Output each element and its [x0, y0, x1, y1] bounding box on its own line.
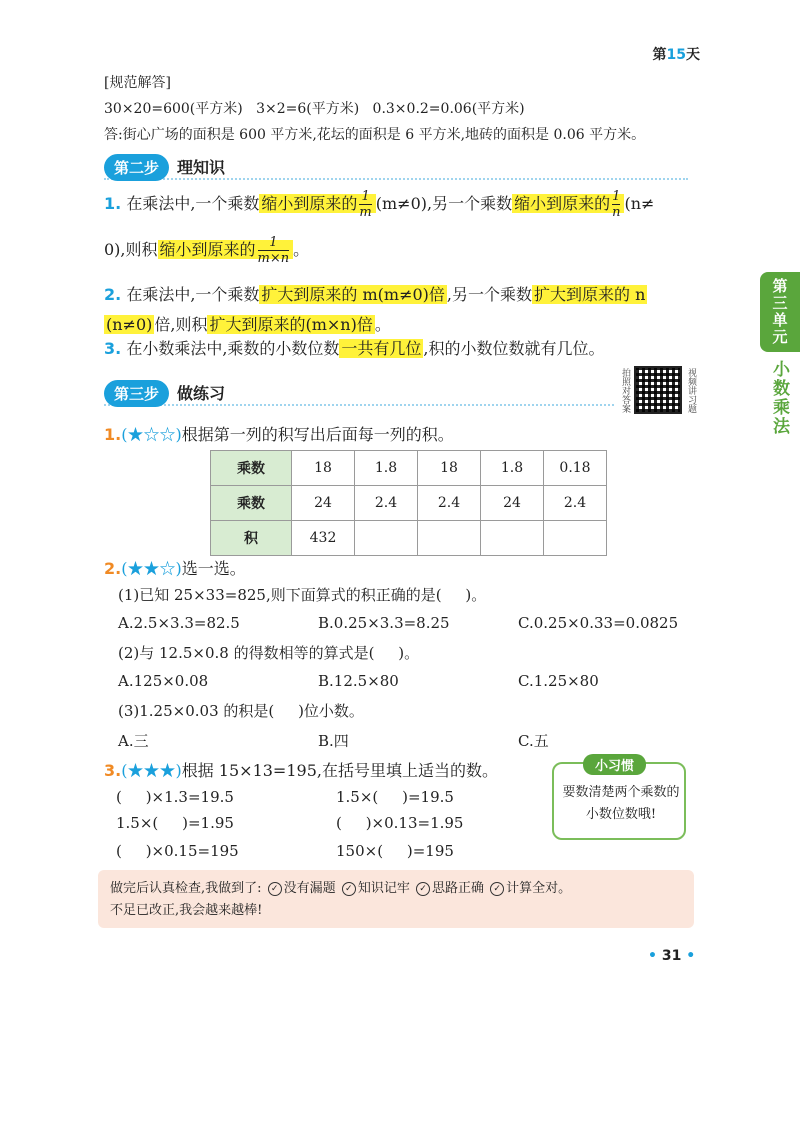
knowledge-item-2: 2. 在乘法中,一个乘数 扩大到原来的 m(m≠0)倍 ,另一个乘数 扩大到原来的 n (n≠0) 倍,则积 扩大到原来的(m×n)倍 。 — [104, 285, 646, 334]
fraction: $\frac{1}{n}$ — [612, 189, 621, 220]
habit-tag: 小习惯 — [583, 754, 646, 775]
q2-stars: (★★☆) — [121, 559, 182, 578]
q2-sub3-opt-c[interactable]: C.五 — [518, 732, 549, 750]
check-circle-icon[interactable]: ✓ — [490, 882, 504, 896]
day-label: 第15天 — [652, 47, 700, 63]
step3-pill: 第三步 — [104, 380, 169, 407]
q3-left-2[interactable]: 1.5×( )=1.95 — [116, 814, 234, 832]
q3-left-3[interactable]: ( )×0.15=195 — [116, 842, 239, 860]
step2-header — [104, 154, 688, 180]
habit-text: 要数清楚两个乘数的小数位数哦! — [562, 785, 680, 822]
table-row: 积 432 — [211, 521, 607, 556]
row-label: 积 — [211, 521, 292, 556]
q1-prompt: 1.(★☆☆)根据第一列的积写出后面每一列的积。 — [104, 425, 454, 444]
qr-block[interactable] — [620, 366, 696, 414]
qr-code-icon[interactable] — [634, 366, 682, 414]
qr-right-label: 视频讲习题 — [686, 367, 696, 413]
knowledge-item-3: 3. 在小数乘法中,乘数的小数位数 一共有几位 ,积的小数位数就有几位。 — [104, 339, 605, 358]
q2-sub1-opt-b[interactable]: B.0.25×3.3=8.25 — [318, 614, 450, 632]
q3-right-1[interactable]: 1.5×( )=19.5 — [336, 788, 454, 806]
row-label: 乘数 — [211, 486, 292, 521]
step3-title: 做练习 — [177, 384, 226, 403]
day-number: 15 — [666, 47, 686, 63]
solution-answer: 答:街心广场的面积是 600 平方米,花坛的面积是 6 平方米,地砖的面积是 0.06 平方米。 — [104, 127, 646, 143]
q2-sub3-opt-a[interactable]: A.三 — [118, 732, 149, 750]
q3-stars: (★★★) — [121, 761, 182, 780]
q3-prompt: 3.(★★★)根据 15×13=195,在括号里填上适当的数。 — [104, 761, 498, 780]
q3-right-3[interactable]: 150×( )=195 — [336, 842, 454, 860]
answer-cell[interactable] — [481, 521, 544, 556]
page-number: • 31 • — [648, 948, 696, 964]
q2-sub1-opt-c[interactable]: C.0.25×0.33=0.0825 — [518, 614, 679, 632]
q2-sub1-opt-a[interactable]: A.2.5×3.3=82.5 — [118, 614, 240, 632]
step2-pill: 第二步 — [104, 154, 169, 181]
row-label: 乘数 — [211, 451, 292, 486]
qr-left-label: 拍照对答案 — [620, 367, 630, 413]
q1-table — [210, 450, 607, 556]
solution-label: [规范解答] — [104, 75, 171, 91]
fraction: $\frac{1}{m\times n}$ — [257, 235, 290, 266]
table-row: 乘数 24 2.4 2.4 24 2.4 — [211, 486, 607, 521]
self-check-text: 做完后认真检查,我做到了: ✓ 没有漏题 ✓ 知识记牢 ✓ 思路正确 ✓ 计算全对。 不足已改正,我会越来越棒! — [110, 881, 572, 918]
q3-left-1[interactable]: ( )×1.3=19.5 — [116, 788, 234, 806]
q2-sub2-opt-a[interactable]: A.125×0.08 — [118, 672, 209, 690]
fraction: $\frac{1}{m}$ — [359, 189, 372, 220]
q2-sub3-opt-b[interactable]: B.四 — [318, 732, 349, 750]
check-circle-icon[interactable]: ✓ — [342, 882, 356, 896]
answer-cell[interactable] — [544, 521, 607, 556]
q2-prompt: 2.(★★☆)选一选。 — [104, 559, 246, 578]
check-circle-icon[interactable]: ✓ — [416, 882, 430, 896]
unit-tab[interactable]: 第三单元 — [760, 272, 800, 352]
answer-cell[interactable] — [418, 521, 481, 556]
q2-sub2-opt-b[interactable]: B.12.5×80 — [318, 672, 399, 690]
knowledge-item-1-cont: 0),则积 缩小到原来的 $\frac{1}{m\times n}$ 。 — [104, 235, 310, 266]
answer-cell[interactable] — [355, 521, 418, 556]
q2-sub3: (3)1.25×0.03 的积是( )位小数。 — [118, 702, 364, 720]
table-row: 乘数 18 1.8 18 1.8 0.18 — [211, 451, 607, 486]
unit-topic: 小数乘法 — [769, 360, 789, 436]
step2-title: 理知识 — [177, 158, 226, 177]
q2-sub2-opt-c[interactable]: C.1.25×80 — [518, 672, 599, 690]
knowledge-item-1: 1. 在乘法中,一个乘数 缩小到原来的 $\frac{1}{m}$ (m≠0),另一个乘数 缩小到原来的 $\frac{1}{n}$ (n≠ — [104, 189, 655, 220]
q2-sub2: (2)与 12.5×0.8 的得数相等的算式是( )。 — [118, 644, 420, 662]
q1-stars: (★☆☆) — [121, 425, 182, 444]
step3-header — [104, 380, 614, 406]
check-circle-icon[interactable]: ✓ — [268, 882, 282, 896]
q3-right-2[interactable]: ( )×0.13=1.95 — [336, 814, 464, 832]
q2-sub1: (1)已知 25×33=825,则下面算式的积正确的是( )。 — [118, 586, 487, 604]
solution-calc: 30×20=600(平方米) 3×2=6(平方米) 0.3×0.2=0.06(平方米) — [104, 101, 525, 117]
